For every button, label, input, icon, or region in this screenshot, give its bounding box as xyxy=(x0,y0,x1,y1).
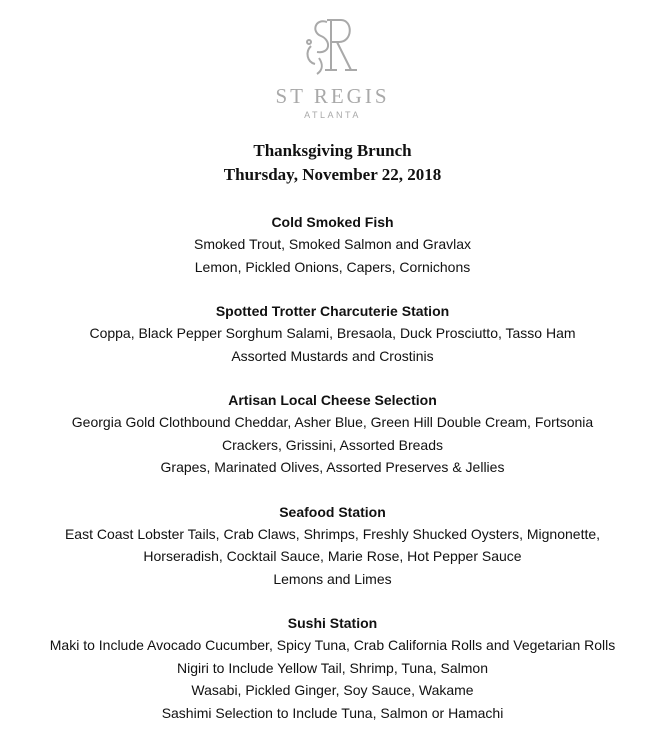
section-title: Seafood Station xyxy=(279,503,386,520)
menu-line: Lemon, Pickled Onions, Capers, Cornichons xyxy=(194,258,471,275)
menu-line: Smoked Trout, Smoked Salmon and Gravlax xyxy=(193,236,472,252)
menu-line: Sashimi Selection to Include Tuna, Salmon or Hamachi xyxy=(161,704,504,721)
menu-line: Georgia Gold Clothbound Cheddar, Asher Blue, Green Hill Double Cream, Fortsonia xyxy=(71,414,594,430)
menu-line: Coppa, Black Pepper Sorghum Salami, Bresaola, Duck Prosciutto, Tasso Ham xyxy=(89,325,576,341)
menu-title: Thanksgiving Brunch xyxy=(253,141,412,160)
menu-section xyxy=(0,501,665,591)
menu-line: Horseradish, Cocktail Sauce, Marie Rose, Hot Pepper Sauce xyxy=(143,548,522,564)
menu-line: Maki to Include Avocado Cucumber, Spicy Tuna, Crab California Rolls and Vegetarian Rolls xyxy=(49,637,616,653)
menu-section xyxy=(0,300,665,367)
menu-line: East Coast Lobster Tails, Crab Claws, Shrimps, Freshly Shucked Oysters, Mignonette, xyxy=(64,525,601,542)
section-title: Cold Smoked Fish xyxy=(271,214,394,230)
menu-section xyxy=(0,612,665,724)
menu-line: Wasabi, Pickled Ginger, Soy Sauce, Wakame xyxy=(191,682,474,698)
menu-sections xyxy=(0,211,665,746)
st-regis-logo xyxy=(0,8,665,120)
monogram-emblem-icon xyxy=(297,12,369,80)
menu-line: Grapes, Marinated Olives, Assorted Preserves & Jellies xyxy=(160,459,505,475)
section-title: Spotted Trotter Charcuterie Station xyxy=(215,303,450,319)
menu-line: Nigiri to Include Yellow Tail, Shrimp, Tuna, Salmon xyxy=(176,659,488,676)
menu-line: Assorted Mustards and Crostinis xyxy=(231,347,434,364)
section-title: Sushi Station xyxy=(287,615,378,631)
menu-section xyxy=(0,211,665,278)
brand-name: ST REGIS xyxy=(275,84,390,108)
menu-line: Lemons and Limes xyxy=(273,570,392,587)
menu-section xyxy=(0,389,665,479)
brand-location: ATLANTA xyxy=(304,110,361,120)
menu-date: Thursday, November 22, 2018 xyxy=(223,165,442,184)
section-title: Artisan Local Cheese Selection xyxy=(228,392,437,408)
menu-line: Crackers, Grissini, Assorted Breads xyxy=(222,436,443,453)
